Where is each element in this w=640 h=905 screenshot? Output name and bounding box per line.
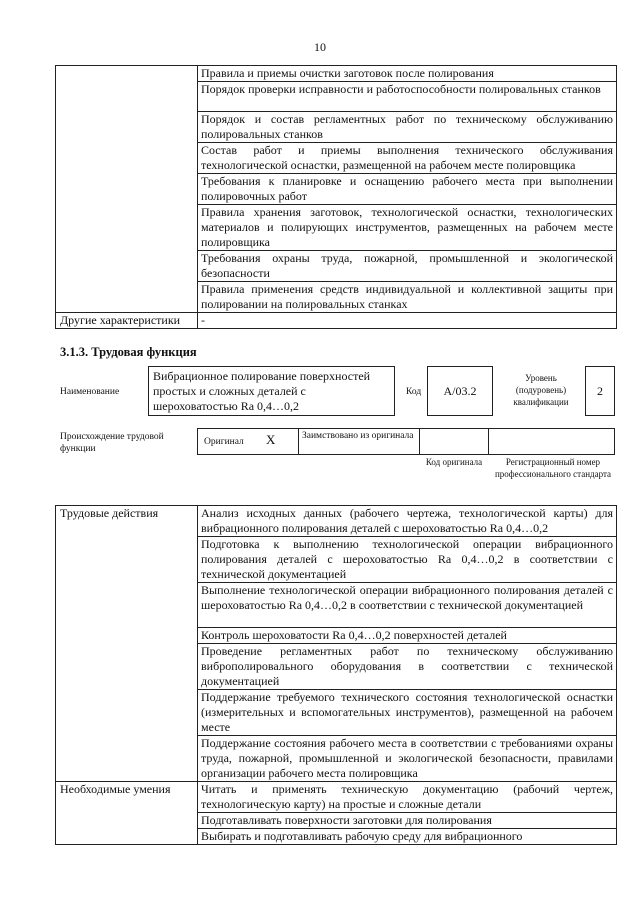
knowledge-item: Порядок проверки исправности и работоспособности полировальных станков (198, 82, 617, 112)
skills-label: Необходимые умения (56, 782, 198, 845)
code-label: Код (406, 387, 422, 397)
original-mark: X (266, 432, 276, 447)
function-name: Вибрационное полирование поверхностей простых и сложных деталей с шероховатостью Ra 0,4…0,2 (153, 369, 371, 413)
divider (488, 428, 489, 455)
code-box (427, 366, 493, 416)
other-characteristics-label: Другие характеристики (56, 313, 198, 329)
knowledge-item: Требования охраны труда, пожарной, промышленной и экологической безопасности (198, 251, 617, 282)
action-item: Выполнение технологической операции вибрационного полирования деталей с шероховатостью Ra 0,4…0,2 в соответствии с технической документацией (198, 583, 617, 628)
knowledge-item: Порядок и состав регламентных работ по техническому обслуживанию полировальных станков (198, 112, 617, 143)
knowledge-item: Правила хранения заготовок, технологической оснастки, технологических материалов и полирующих инструментов, размещенных на рабочем месте полировщика (198, 205, 617, 251)
knowledge-item: Требования к планировке и оснащению рабочего места при выполнении полировочных работ (198, 174, 617, 205)
borrowed-label: Заимствовано из оригинала (302, 431, 414, 441)
section-title: 3.1.3. Трудовая функция (60, 345, 197, 359)
action-item: Поддержание требуемого технического состояния технологической оснастки (измерительных и вспомогательных инструментов), размещенной на рабочем месте (198, 690, 617, 736)
name-label: Наименование (60, 387, 120, 397)
skill-item: Подготавливать поверхности заготовки для полирования (198, 813, 617, 829)
divider (419, 428, 420, 455)
knowledge-table (55, 65, 617, 329)
action-item: Проведение регламентных работ по техническому обслуживанию виброполировального оборудования в соответствии с технической документацией (198, 644, 617, 690)
code-original-caption: Код оригинала (425, 457, 483, 467)
knowledge-item: Правила применения средств индивидуальной и коллективной защиты при полировании на полировальных станках (198, 282, 617, 313)
page-number: 10 (314, 40, 326, 54)
actions-label: Трудовые действия (56, 506, 198, 782)
divider (298, 428, 299, 455)
knowledge-item: Состав работ и приемы выполнения технического обслуживания технологической оснастки, размещенной на рабочем месте полировщика (198, 143, 617, 174)
level-value: 2 (597, 384, 603, 398)
registration-caption: Регистрационный номер профессионального стандарта (494, 457, 612, 479)
empty-label-cell (56, 66, 198, 313)
skill-item: Выбирать и подготавливать рабочую среду для вибрационного (198, 829, 617, 845)
other-characteristics-value: - (198, 313, 617, 329)
original-label: Оригинал (204, 437, 244, 447)
level-label: Уровень (подуровень) квалификации (513, 373, 569, 407)
function-table (55, 505, 617, 845)
code-value: A/03.2 (443, 384, 477, 398)
level-box (585, 366, 615, 416)
action-item: Поддержание состояния рабочего места в соответствии с требованиями охраны труда, пожарной, промышленной и экологической безопасности, правилами организации рабочего места полировщика (198, 736, 617, 782)
action-item: Контроль шероховатости Ra 0,4…0,2 поверхностей деталей (198, 628, 617, 644)
action-item: Анализ исходных данных (рабочего чертежа, технологической карты) для вибрационного полирования деталей с шероховатостью Ra 0,4…0,2 (198, 506, 617, 537)
action-item: Подготовка к выполнению технологической операции вибрационного полирования деталей с шероховатостью Ra 0,4…0,2 в соответствии с технической документацией (198, 537, 617, 583)
skill-item: Читать и применять техническую документацию (рабочий чертеж, технологическую карту) на простые и сложные детали (198, 782, 617, 813)
origin-label: Происхождение трудовой функции (60, 432, 164, 454)
name-box (148, 366, 395, 416)
knowledge-item: Правила и приемы очистки заготовок после полирования (198, 66, 617, 82)
